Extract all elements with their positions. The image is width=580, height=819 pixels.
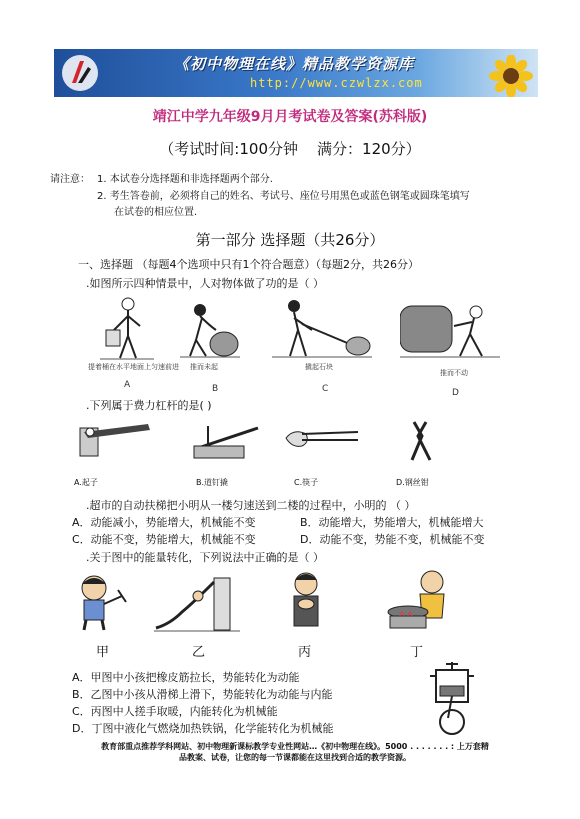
- footer-note: [40, 741, 550, 763]
- header-banner: [54, 49, 538, 97]
- q2-label-c: C.筷子: [294, 478, 319, 487]
- note-1: 1. 本试卷分选择题和非选择题两个部分.: [97, 174, 273, 185]
- q3-option-d: D．动能不变，势能不变，机械能不变: [300, 533, 485, 546]
- cooking-stove-illustration: [380, 568, 466, 634]
- q3-option-b: B．动能增大，势能增大，机械能增大: [300, 516, 484, 529]
- note-2-cont: 在试卷的相应位置.: [114, 207, 198, 218]
- site-logo-icon: [60, 53, 100, 93]
- push-boulder-illustration: [400, 300, 500, 360]
- q1-letter-b: B: [212, 384, 219, 394]
- q2-label-d: D.钢丝钳: [396, 478, 429, 487]
- q1-letter-c: C: [322, 384, 329, 394]
- section-heading: 一、选择题 （每题4个选项中只有1个符合题意）（每题2分，共26分）: [78, 258, 419, 271]
- q1-caption-c: 撬起石块: [305, 363, 333, 371]
- slide-illustration: [154, 572, 240, 634]
- q1-letter-a: A: [124, 380, 131, 390]
- q1-caption-a: 提着桶在水平地面上匀速前进: [88, 363, 179, 371]
- rubbing-hands-illustration: [280, 570, 332, 634]
- lever-rock-illustration: [272, 298, 372, 360]
- q2-label-b: B.道钉撬: [196, 478, 229, 487]
- document-title: 靖江中学九年级9月月考试卷及答案(苏科版): [152, 109, 428, 125]
- q4-option-d: D．丁图中液化气燃烧加热铁锅，化学能转化为机械能: [72, 722, 334, 735]
- q2-label-a: A.起子: [74, 478, 98, 487]
- lift-attempt-illustration: [180, 300, 240, 360]
- q1-caption-b: 推而未起: [190, 363, 218, 371]
- footer-line-1: 教育部重点推荐学科网站、初中物理新课标教学专业性网站…《初中物理在线》。5000 . . . . . . . : 上万套精: [101, 742, 489, 751]
- question-1-stem: .如图所示四种情景中，人对物体做了功的是（ ）: [86, 277, 324, 290]
- nail-puller-illustration: [188, 420, 268, 460]
- notes-label: 请注意：: [50, 174, 90, 185]
- chopsticks-illustration: [280, 420, 360, 456]
- q4-label-bing: 丙: [298, 645, 312, 660]
- engine-piston-illustration: [424, 660, 480, 740]
- exam-info: （考试时间:100分钟 满分：120分）: [159, 140, 421, 158]
- q4-label-yi: 乙: [192, 645, 206, 660]
- q4-option-c: C．丙图中人搓手取暖，内能转化为机械能: [72, 705, 278, 718]
- q4-option-b: B．乙图中小孩从滑梯上滑下，势能转化为动能与内能: [72, 688, 333, 701]
- part-one-heading: 第一部分 选择题（共26分）: [195, 231, 385, 249]
- carry-bucket-illustration: [100, 296, 154, 362]
- question-2-stem: .下列属于费力杠杆的是( ): [86, 399, 212, 412]
- slingshot-boy-illustration: [72, 572, 128, 632]
- pliers-illustration: [400, 418, 440, 462]
- question-3-stem: .超市的自动扶梯把小明从一楼匀速送到二楼的过程中，小明的 （ ）: [86, 499, 416, 512]
- banner-title: 《初中物理在线》精品教学资源库: [174, 55, 415, 73]
- banner-url[interactable]: http://www.czwlzx.com: [250, 76, 423, 90]
- footer-line-2: 品教案、试卷，让您的每一节课都能在这里找到合适的教学资源。: [179, 753, 411, 762]
- question-4-stem: .关于图中的能量转化，下列说法中正确的是（ ）: [86, 551, 324, 564]
- q3-option-a: A．动能减小，势能增大，机械能不变: [72, 516, 256, 529]
- sunflower-icon: [484, 55, 538, 97]
- q4-label-ding: 丁: [410, 645, 424, 660]
- q3-option-c: C．动能不变，势能增大，机械能不变: [72, 533, 256, 546]
- q1-caption-d: 推而不动: [440, 369, 468, 377]
- q4-label-jia: 甲: [96, 645, 110, 660]
- q4-option-a: A．甲图中小孩把橡皮筋拉长，势能转化为动能: [72, 671, 300, 684]
- q1-letter-d: D: [452, 388, 459, 398]
- note-2: 2. 考生答卷前，必须将自己的姓名、考试号、座位号用黑色或蓝色钢笔或圆珠笔填写: [97, 191, 470, 202]
- bottle-opener-illustration: [74, 418, 154, 458]
